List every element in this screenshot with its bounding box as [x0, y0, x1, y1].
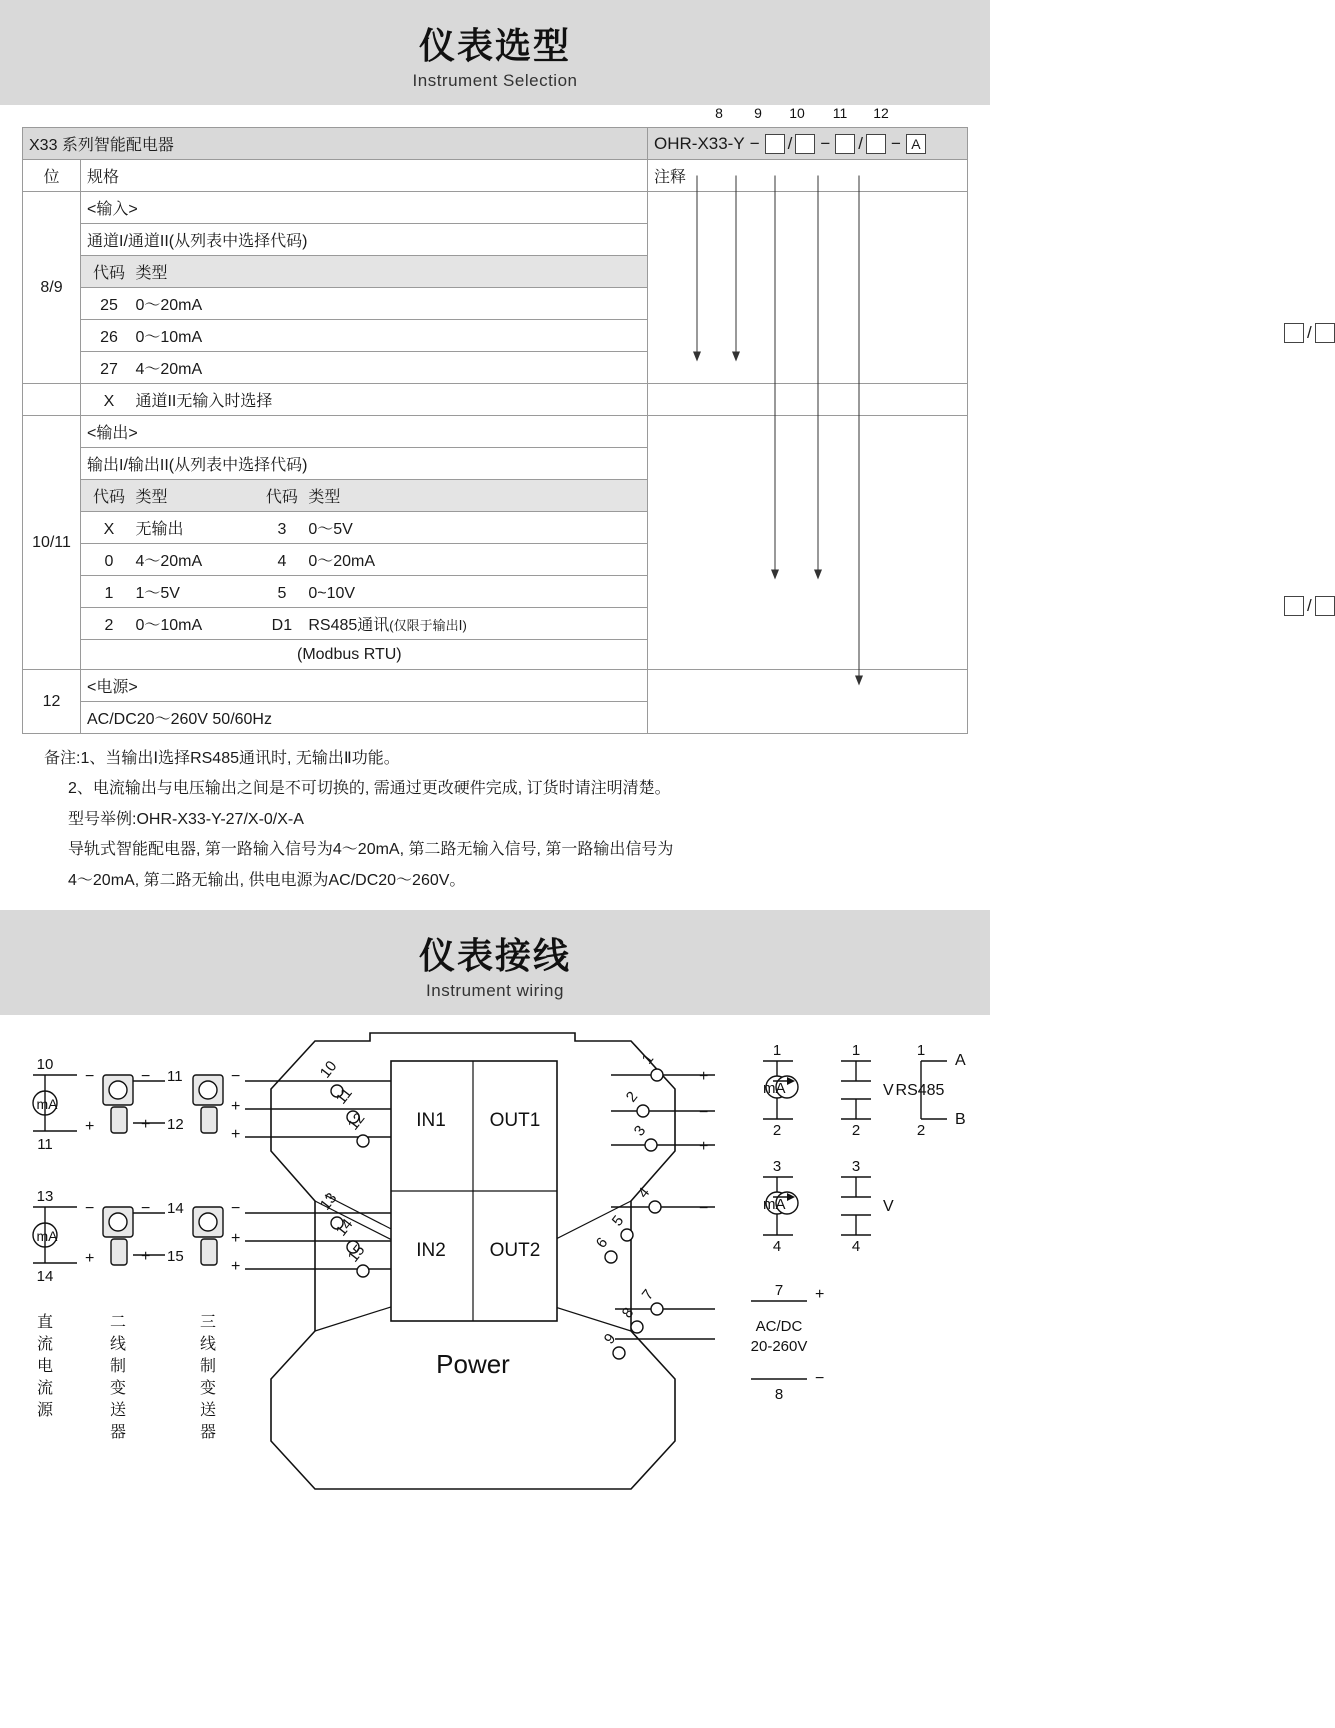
- device-out1-label: OUT1: [489, 1109, 541, 1131]
- model-prefix: OHR-X33-Y: [654, 133, 745, 153]
- table-row: [23, 670, 968, 702]
- terminal-out1-2: 2: [622, 1088, 642, 1106]
- output-type-2: 0～10mA: [135, 617, 203, 634]
- src1-terminal-11: 11: [37, 1135, 53, 1153]
- selection-title-cn: 仪表选型: [418, 25, 571, 66]
- rs485-pin-b: B: [955, 1110, 966, 1128]
- model-box-12: A: [906, 134, 926, 154]
- out1-plus-2: +: [699, 1137, 709, 1155]
- terminal-in2-14: 14: [332, 1215, 357, 1240]
- caption-three-wire: 三线制变送器: [199, 1313, 217, 1441]
- table-row: [23, 192, 968, 224]
- pos-12: 12: [23, 670, 81, 734]
- output-code-4: 4: [277, 553, 287, 570]
- table-title-row: [23, 128, 968, 160]
- output-type-1: 1～5V: [135, 585, 180, 602]
- threewire-plus-top-1: +: [231, 1097, 241, 1115]
- src2-terminal-13: 13: [36, 1187, 54, 1205]
- note-box-10: [1284, 596, 1304, 616]
- model-box-9: [795, 134, 815, 154]
- pos-8-9-x: [23, 384, 81, 416]
- output-type-d1: RS485通讯: [308, 617, 390, 634]
- twowire-terminal-15: 15: [167, 1247, 184, 1265]
- column-number-9: 9: [754, 105, 762, 121]
- src1-minus: −: [85, 1067, 95, 1085]
- v2-terminal-3: 3: [851, 1157, 861, 1175]
- rs485-terminal-2: 2: [916, 1121, 926, 1139]
- wiring-svg: [15, 1031, 975, 1501]
- src1-unit: mA: [36, 1095, 58, 1112]
- output-row-0-4: [81, 544, 648, 576]
- input-code-25: 25: [100, 297, 118, 314]
- output-head-code: 代码: [92, 489, 125, 506]
- twowire-terminal-14: 14: [167, 1199, 184, 1217]
- output-type-5: 0~10V: [308, 585, 356, 602]
- v1-terminal-2: 2: [851, 1121, 861, 1139]
- column-number-8: 8: [715, 105, 723, 121]
- output-type-x: 无输出: [135, 521, 184, 538]
- threewire-plus-top-2: +: [231, 1125, 241, 1143]
- input-type-26: 0～10mA: [135, 329, 203, 346]
- acdc-terminal-7: 7: [774, 1281, 784, 1299]
- input-row-x: [81, 384, 648, 416]
- note-cell-input-x: [648, 384, 968, 416]
- input-code-x: X: [103, 393, 115, 410]
- acdc-label-1: AC/DC: [755, 1317, 803, 1335]
- table-row: [23, 384, 968, 416]
- terminal-power-8: 8: [618, 1304, 638, 1322]
- out1-minus: −: [699, 1103, 709, 1121]
- terminal-in1-10: 10: [316, 1057, 341, 1082]
- input-type-25: 0～20mA: [135, 297, 203, 314]
- output-head-type2: 类型: [308, 489, 341, 506]
- src1-plus: +: [85, 1117, 95, 1135]
- wiring-title-band: [0, 910, 990, 1015]
- ma2-unit: mA: [763, 1195, 786, 1213]
- device-in1-label: IN1: [416, 1109, 446, 1131]
- input-row-26: [81, 320, 648, 352]
- output-code-d1: D1: [271, 617, 293, 634]
- output-code-1: 1: [104, 585, 114, 602]
- rs485-terminal-1: 1: [916, 1041, 926, 1059]
- column-numbers: [22, 105, 968, 127]
- caption-source: 直流电流源: [36, 1313, 54, 1419]
- out1-plus: +: [699, 1067, 709, 1085]
- selection-title-band: [0, 0, 990, 105]
- output-modbus-note: (Modbus RTU): [297, 645, 402, 663]
- output-head-type: 类型: [135, 489, 168, 506]
- src2-terminal-14: 14: [36, 1267, 54, 1285]
- output-code-5: 5: [277, 585, 287, 602]
- input-row-25: [81, 288, 648, 320]
- output-type-d1-sub: (仅限于输出Ⅰ): [389, 618, 467, 633]
- twowire-plus-bot: +: [141, 1247, 151, 1265]
- terminal-out2-4: 4: [634, 1184, 654, 1202]
- ma2-terminal-4: 4: [772, 1237, 782, 1255]
- ma1-unit: mA: [763, 1079, 786, 1097]
- output-head-code2: 代码: [265, 489, 298, 506]
- header-pos: 位: [23, 160, 81, 192]
- src2-unit: mA: [36, 1227, 58, 1244]
- rs485-label: RS485: [895, 1081, 945, 1099]
- threewire-minus-top: −: [231, 1067, 241, 1085]
- selection-notes: [22, 734, 968, 910]
- power-spec: AC/DC20～260V 50/60Hz: [81, 702, 648, 734]
- model-box-10: [835, 134, 855, 154]
- acdc-plus: +: [815, 1285, 825, 1303]
- table-header-row: [23, 160, 968, 192]
- terminal-out1-3: 3: [630, 1122, 650, 1140]
- v2-unit: V: [883, 1197, 894, 1215]
- output-row-1-5: [81, 576, 648, 608]
- output-code-2: 2: [104, 617, 114, 634]
- note-cell-output: /: [648, 416, 968, 670]
- device-in2-label: IN2: [416, 1239, 446, 1261]
- input-code-27: 27: [100, 361, 118, 378]
- input-col-head: [81, 256, 648, 288]
- v1-terminal-1: 1: [851, 1041, 861, 1059]
- output-code-x: X: [103, 521, 115, 538]
- note-box-9: [1315, 323, 1335, 343]
- acdc-terminal-8: 8: [774, 1385, 784, 1403]
- input-code-26: 26: [100, 329, 118, 346]
- note-cell-power: [648, 670, 968, 734]
- input-head-code: 代码: [92, 265, 125, 282]
- device-out2-label: OUT2: [489, 1239, 541, 1261]
- terminal-in2-15: 15: [344, 1241, 369, 1266]
- power-title: <电源>: [81, 670, 648, 702]
- column-number-11: 11: [832, 105, 848, 121]
- input-subtitle: 通道I/通道II(从列表中选择代码): [81, 224, 648, 256]
- output-type-3: 0～5V: [308, 521, 353, 538]
- pos-8-9: 8/9: [23, 192, 81, 384]
- terminal-out2-5: 5: [608, 1212, 628, 1230]
- note-example: 型号举例:OHR-X33-Y-27/X-0/X-A: [68, 810, 304, 828]
- src1-terminal-10: 10: [36, 1055, 54, 1073]
- table-row: [23, 416, 968, 448]
- input-type-27: 4～20mA: [135, 361, 203, 378]
- input-title: <输入>: [81, 192, 648, 224]
- output-code-0: 0: [104, 553, 114, 570]
- wiring-title-en: Instrument wiring: [426, 980, 564, 1000]
- threewire-minus-bot: −: [231, 1199, 241, 1217]
- terminal-in2-13: 13: [316, 1189, 341, 1214]
- note-example-desc-2: 4～20mA, 第二路无输出, 供电电源为AC/DC20～260V。: [68, 871, 466, 889]
- rs485-pin-a: A: [955, 1051, 966, 1069]
- note-box-8: [1284, 323, 1304, 343]
- output-extra-row: [81, 640, 648, 670]
- note-example-desc-1: 导轨式智能配电器, 第一路输入信号为4～20mA, 第二路无输入信号, 第一路输出信号为: [68, 841, 674, 859]
- output-col-head: [81, 480, 648, 512]
- device-power-label: Power: [436, 1348, 510, 1379]
- src2-plus: +: [85, 1249, 95, 1267]
- pos-10-11: 10/11: [23, 416, 81, 670]
- header-spec: 规格: [81, 160, 648, 192]
- twowire-terminal-11: 11: [167, 1067, 183, 1085]
- output-type-4: 0～20mA: [308, 553, 376, 570]
- twowire-plus-top: +: [141, 1115, 151, 1133]
- input-type-x: 通道II无输入时选择: [135, 393, 273, 410]
- output-subtitle: 输出I/输出II(从列表中选择代码): [81, 448, 648, 480]
- acdc-label-2: 20-260V: [750, 1337, 808, 1355]
- product-name-cell: X33 系列智能配电器: [23, 128, 648, 160]
- twowire-minus-bot: −: [141, 1199, 151, 1217]
- selection-table: [22, 127, 1312, 734]
- selection-title-en: Instrument Selection: [412, 71, 578, 90]
- column-number-10: 10: [789, 105, 805, 121]
- note-1: 备注:1、当输出Ⅰ选择RS485通讯时, 无输出Ⅱ功能。: [44, 750, 400, 767]
- ma2-terminal-3: 3: [772, 1157, 782, 1175]
- terminal-in1-11: 11: [332, 1084, 356, 1108]
- terminal-out2-6: 6: [592, 1234, 612, 1252]
- selection-table-wrap: [0, 105, 1312, 910]
- caption-two-wire: 二线制变送器: [109, 1313, 127, 1441]
- out2-minus: −: [699, 1199, 709, 1217]
- note-2: 2、电流输出与电压输出之间是不可切换的, 需通过更改硬件完成, 订货时请注明清楚。: [68, 780, 671, 798]
- note-cell-input: /: [648, 192, 968, 384]
- output-row-x-3: [81, 512, 648, 544]
- wiring-diagram: [0, 1015, 990, 1511]
- twowire-terminal-12: 12: [167, 1115, 184, 1133]
- threewire-plus-bot-2: +: [231, 1257, 241, 1275]
- note-box-11: [1315, 596, 1335, 616]
- acdc-minus: −: [815, 1369, 825, 1387]
- output-title: <输出>: [81, 416, 648, 448]
- header-note: 注释: [648, 160, 968, 192]
- twowire-minus-top: −: [141, 1067, 151, 1085]
- v1-unit: V: [883, 1081, 894, 1099]
- ma1-terminal-1: 1: [772, 1041, 782, 1059]
- src2-minus: −: [85, 1199, 95, 1217]
- terminal-power-7: 7: [638, 1286, 658, 1304]
- model-box-11: [866, 134, 886, 154]
- model-box-8: [765, 134, 785, 154]
- terminal-power-9: 9: [600, 1330, 620, 1348]
- terminal-out1-1: 1: [638, 1050, 658, 1068]
- threewire-plus-bot-1: +: [231, 1229, 241, 1247]
- model-code-cell: OHR-X33-Y − / − / − A: [648, 128, 968, 160]
- ma1-terminal-2: 2: [772, 1121, 782, 1139]
- input-head-type: 类型: [135, 265, 168, 282]
- v2-terminal-4: 4: [851, 1237, 861, 1255]
- output-row-2-d1: [81, 608, 648, 640]
- wiring-title-cn: 仪表接线: [418, 934, 571, 976]
- output-type-0: 4～20mA: [135, 553, 203, 570]
- column-number-12: 12: [873, 105, 889, 121]
- input-row-27: [81, 352, 648, 384]
- output-code-3: 3: [277, 521, 287, 538]
- terminal-in1-12: 12: [344, 1109, 369, 1134]
